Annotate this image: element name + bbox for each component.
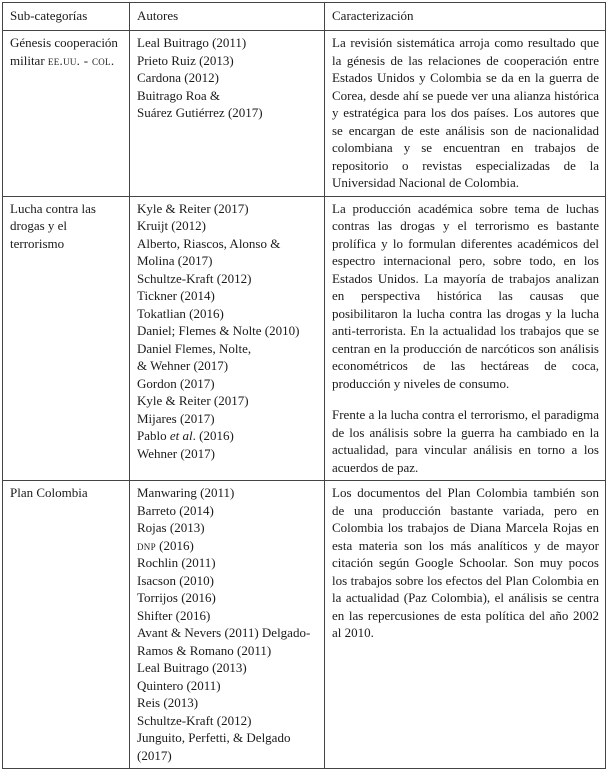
author-entry: Alberto, Riascos, Alonso & [137, 235, 281, 251]
authors-cell [130, 196, 325, 481]
author-entry: Shifter (2016) [137, 607, 211, 623]
subcategory-cell: Lucha contra las drogas y el terrorismo [3, 196, 130, 481]
author-entry: Junguito, Perfetti, & Delgado [137, 730, 291, 745]
authors-cell [130, 31, 325, 197]
author-entry: Daniel; Flemes & Nolte (2010) [137, 323, 300, 338]
author-entry: Suárez Gutiérrez (2017) [137, 105, 263, 120]
characterization-text: Frente a la lucha contra el terrorismo, el paradigma de los análisis sobre la guerra ha cambiado en la actualidad, para vincular análisis en torno a los acuerdos de paz. [332, 407, 599, 475]
subcategory-cell: Plan Colombia [3, 481, 130, 769]
author-entry: Tickner (2014) [137, 288, 215, 303]
author-entry: Barreto (2014) [137, 502, 214, 518]
header-subcategories: Sub-categorías [3, 3, 130, 31]
author-entry: Kruijt (2012) [137, 218, 206, 233]
author-entry: Molina (2017) [137, 253, 213, 268]
author-entry: Cardona (2012) [137, 70, 219, 85]
author-entry: Manwaring (2011) [137, 485, 235, 500]
author-entry: (2017) [137, 747, 172, 763]
author-entry: Rochlin (2011) [137, 555, 216, 570]
author-entry: dnp (2016) [137, 537, 194, 553]
authors-cell [130, 481, 325, 769]
author-entry: Pablo et al. (2016) [137, 428, 234, 443]
author-entry: Quintero (2011) [137, 677, 221, 693]
author-entry: & Wehner (2017) [137, 358, 229, 373]
header-row [3, 3, 606, 31]
author-entry: Rojas (2013) [137, 520, 205, 535]
characterization-cell [325, 196, 606, 481]
author-entry: Torrijos (2016) [137, 590, 216, 605]
author-entry: Daniel Flemes, Nolte, [137, 340, 252, 356]
author-entry: Reis (2013) [137, 695, 199, 710]
author-entry: Leal Buitrago (2013) [137, 660, 247, 675]
characterization-text: Los documentos del Plan Colombia también son de una producción bastante variada, pero en Colombia los trabajos de Diana Marcela Rojas en esta materia son los más analíticos y de mayor citación según Google Schoolar. Son muy pocos los trabajos sobre los efectos del Plan Colombia en la actualidad (Paz Colombia), el análisis se centra en las repercusiones de esta política del año 2002 al 2010. [332, 485, 599, 640]
header-characterization: Caracterización [325, 3, 606, 31]
author-entry: Gordon (2017) [137, 375, 215, 391]
author-entry: Schultze-Kraft (2012) [137, 712, 252, 728]
header-authors: Autores [130, 3, 325, 31]
author-entry: Tokatlian (2016) [137, 305, 224, 321]
author-entry: Ramos & Romano (2011) [137, 642, 272, 658]
table-row [3, 481, 606, 769]
characterization-cell [325, 31, 606, 197]
characterization-text: La producción académica sobre tema de luchas contras las drogas y el terrorismo es bastante prolífica y lo formulan diferentes académicos del espectro internacional pero, sobre todo, en los Estados Unidos. La mayoría de trabajos analizan en perspectiva histórica las causas que posibilitaron la lucha contra las drogas y la lucha anti-terrorista. En la actualidad los trabajos que se centran en la producción de narcóticos son análisis econométricos de las hectáreas de coca, producción y niveles de consumo. [332, 200, 599, 391]
characterization-text: La revisión sistemática arroja como resultado que la génesis de las relaciones de cooperación entre Estados Unidos y Colombia se da en la guerra de Corea, desde ahí se puede ver una alianza histórica y estratégica para los dos países. Los autores que se encargan de este análisis son de nacionalidad colombiana y se encuentran en trabajos de repositorio o revistas especializadas de la Universidad Nacional de Colombia. [332, 35, 599, 190]
author-entry: Leal Buitrago (2011) [137, 35, 247, 50]
table-row [3, 196, 606, 481]
author-entry: Mijares (2017) [137, 410, 215, 426]
table-row [3, 31, 606, 197]
author-entry: Kyle & Reiter (2017) [137, 393, 249, 408]
author-entry: Isacson (2010) [137, 572, 214, 588]
author-entry: Prieto Ruiz (2013) [137, 52, 234, 68]
author-entry: Schultze-Kraft (2012) [137, 270, 252, 286]
author-entry: Buitrago Roa & [137, 87, 221, 103]
subcategory-cell: Génesis cooperación militar ee.uu. - col. [3, 31, 130, 197]
author-entry: Kyle & Reiter (2017) [137, 200, 249, 216]
literature-table [2, 2, 606, 769]
author-entry: Avant & Nevers (2011) Delgado- [137, 625, 311, 640]
characterization-cell [325, 481, 606, 769]
author-entry: Wehner (2017) [137, 445, 216, 461]
